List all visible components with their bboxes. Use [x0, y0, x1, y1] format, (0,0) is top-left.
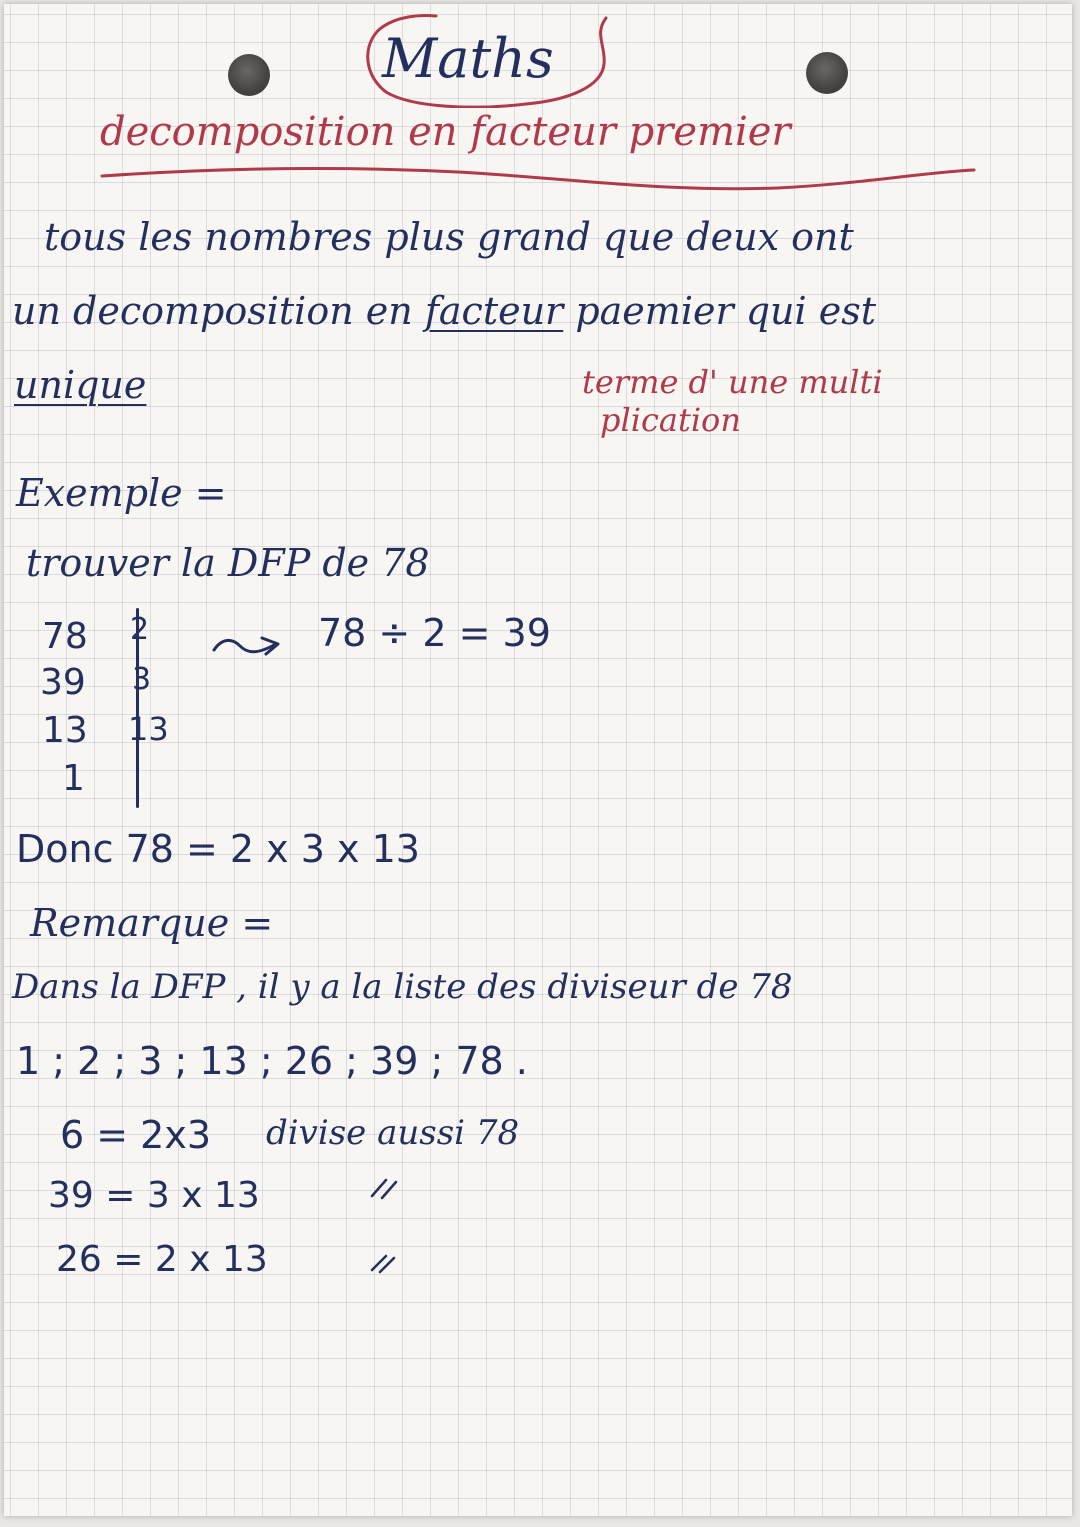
page-subtitle: decomposition en facteur premier	[100, 109, 791, 155]
intro-line-2-start: un decomposition en	[12, 289, 413, 333]
remark-heading: Remarque =	[30, 901, 274, 945]
ditto-mark-icon	[368, 1250, 400, 1274]
binder-hole-right	[806, 52, 848, 94]
intro-line-1: tous les nombres plus grand que deux ont	[44, 215, 854, 259]
divisor-list: 1 ; 2 ; 3 ; 13 ; 26 ; 39 ; 78 .	[16, 1039, 528, 1083]
dividend-2: 39	[40, 662, 86, 703]
division-ladder	[32, 608, 222, 808]
squiggle-arrow-icon	[210, 630, 284, 660]
ditto-mark-icon	[368, 1176, 400, 1200]
intro-line-2-end: paemier qui est	[575, 289, 876, 333]
definition-note-line-2: plication	[600, 401, 741, 439]
intro-line-3: unique	[14, 363, 147, 407]
binder-hole-left	[228, 54, 270, 96]
prime-factor-2: 3	[132, 662, 152, 697]
prime-factor-1: 2	[130, 612, 150, 647]
notebook-page	[4, 4, 1072, 1516]
dividend-1: 78	[42, 616, 88, 657]
prime-factor-3: 13	[128, 710, 169, 748]
page-title: Maths	[382, 27, 554, 90]
equation-six-note: divise aussi 78	[266, 1113, 520, 1153]
equation-twenty-six: 26 = 2 x 13	[56, 1239, 268, 1280]
equation-six: 6 = 2x3	[60, 1113, 212, 1157]
intro-term-facteur: facteur	[424, 289, 564, 333]
side-calculation: 78 ÷ 2 = 39	[318, 611, 551, 655]
subtitle-underline	[98, 162, 978, 202]
example-task: trouver la DFP de 78	[26, 541, 430, 585]
example-heading: Exemple =	[16, 471, 227, 515]
definition-note-line-1: terme d' une multi	[582, 363, 883, 401]
dividend-3: 13	[42, 710, 88, 751]
remark-line-1: Dans la DFP , il y a la liste des diviseur de 78	[12, 967, 793, 1007]
example-result: Donc 78 = 2 x 3 x 13	[16, 827, 420, 871]
intro-line-2	[12, 289, 876, 333]
equation-thirty-nine: 39 = 3 x 13	[48, 1175, 260, 1216]
dividend-4: 1	[62, 758, 85, 799]
